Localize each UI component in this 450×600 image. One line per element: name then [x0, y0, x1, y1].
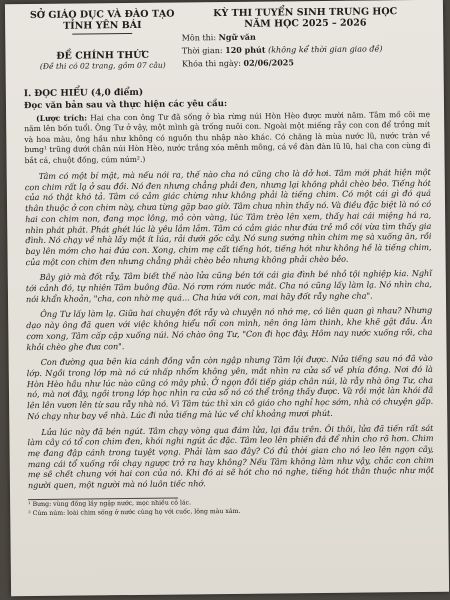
- header-divider: [72, 33, 132, 35]
- story-paragraph: Con đường qua bên kia cánh đồng vẫn còn ngập nhưng Tâm lội được. Nửa tiếng sau nó đã vào lớp. Ngồi trong lớp mà nó cứ nhấp nhổm không yên, mắt nhìn ra cửa sổ về phía đồng. Nơi đó là Hòn Hèo hầu như lúc nào cũng có mây phủ. Ở ngọn đồi tiếp giáp chân núi, là rẫy nhà ông Tư, cha nó, mà nơi đây, ngồi trong lớp học nhìn ra cửa sổ nó có thể trông thấy được. Và rồi một làn khói đã lên lên vươn lên từ sau rẫy nhà nó. Vì Tâm túc thì xin cô giáo cho nghỉ học sớm, nhà có chuyện gấp. Nó chạy như bay về nhà. Lúc đi nửa tiếng mà lúc về chỉ khoảng mươi phút.: [26, 353, 434, 421]
- province-name: TỈNH YÊN BÁI: [63, 19, 142, 32]
- story-paragraph: Lửa lúc này đã bén ngút. Tâm chạy vòng qua đám lửa, lại đầu trên. Ôi thôi, lửa đã tiến rất sát làm cây có tổ con chim đen, khói nghi ngút ắc đặc. Tâm leo lên phiến đá để nhìn cho rõ hơn. Chim mẹ đang đập cánh trong tuyệt vọng. Phải làm sao đây? Có đủ thời gian cho nó leo lên ngọn cây, mang cái tổ xuống rồi chạy ngược trở ra hay không? Nếu Tâm không làm như vậy, chắc con chim mẹ sẽ chết chung với hai con của nó. Khi đó ai sẽ hót cho nó nghe, tiếng hót thân thuộc như một người quen, một người mà nó luôn tiếc nhớ.: [27, 422, 434, 491]
- issuer-block: [23, 8, 182, 72]
- time-note: (không kể thời gian giao đề): [267, 44, 383, 55]
- exam-header: [23, 6, 430, 72]
- exam-title: KỲ THI TUYỂN SINH TRUNG HỌC: [213, 6, 398, 20]
- story-paragraph: Ông Tư lấy làm lạ. Giữa hai chuyện đốt rẫy và chuyện nó nhớ mẹ, có liên quan gì nhau? Nhưng dạo này ông đã quen với việc không hiểu nổi con mình, nên ông làm thinh, khe khẽ gật đầu. Ăn cơm xong, Tâm cấp cập xuống núi. Nó chào ông Tư, "Con đi học đây. Hôm nay nước xuống rồi, cha khỏi chèo ghe đưa con".: [26, 305, 433, 352]
- exam-info-block: [181, 6, 429, 71]
- story-paragraph: Tâm có một bí mật, mà nếu nói ra, thế nào cha nó cũng cho là dở hơi. Tâm mới phát hiện một con chim rất lạ ở sau đồi. Nó đen nhưng chẳng phải đen, nhưng lại không phải chèo bẻo. Tiếng hót của nó thật khó tả. Tâm có cảm giác chừng như không phải là tiếng chim. Có một cái gì đó quá thân thuộc ở con chim này, chưa từng gặp bao giờ. Tâm chưa nhìn thấy nó. Và điều đặc biệt là nó có hai con chim non, đang mọc lông, mỏ còn vàng, lúc Tâm trèo lên xem, thấy hai cái miệng há ra, nhìn phát phát. Phát ghét lúc là yêu lắm lắm. Tâm có cảm giác như đứa trẻ mồ côi vừa tìm thấy gia đình. Nó chạy về nhà lấy một ít lúa, rải dưới gốc cây. Nó sung sướng nhìn chim mẹ sà xuống ăn, rồi bay lên mớm cho hai đứa con. Xong, chim mẹ cất tiếng hót, tiếng hót như không hề là tiếng chim, của một con chim đen nhưng chẳng phải chèo bẻo nhưng không phải chèo bẻo.: [24, 166, 432, 267]
- subject-label: Môn thi:: [181, 33, 217, 43]
- story-paragraph: Bây giờ mà đốt rẫy, Tâm biết thế nào lửa cũng bén tới cái gia đình bé nhỏ tội nghiệp kia. Nghĩ tới cảnh đó, tự nhiên Tâm buông đũa. Nó rơm rớm nước mắt. Cha nó cũng lấy làm lạ. Nó nhìn cha, nói khẩn khoản, "cha, con nhờ mẹ quá… Cha hứa với con, mai hãy đốt rẫy nghe cha".: [25, 268, 432, 304]
- time-line: [182, 43, 430, 57]
- official-label: ĐỀ CHÍNH THỨC: [56, 49, 150, 62]
- section-instruction: Đọc văn bản sau và thực hiện các yêu cầu:: [23, 98, 228, 112]
- date-label: Khóa thi ngày:: [181, 58, 242, 69]
- footnote: ² Cúm núm: loài chim sống ở nước cùng họ với cuốc, lông màu xám.: [28, 507, 241, 517]
- department-name: SỞ GIÁO DỤC VÀ ĐÀO TẠO: [29, 8, 175, 22]
- date-line: [182, 56, 430, 70]
- pages-note: (Đề thi có 02 trang, gồm 07 câu): [39, 60, 166, 71]
- footnote: ¹ Bưng: vùng đồng lầy ngập nước, mọc nhiều cỏ lác.: [28, 499, 192, 508]
- time-label: Thời gian:: [181, 46, 223, 56]
- subject-value: Ngữ văn: [218, 31, 256, 43]
- school-year: NĂM HỌC 2025 – 2026: [244, 17, 367, 30]
- time-value: 120 phút: [225, 44, 266, 56]
- subject-line: [182, 30, 430, 44]
- date-value: 02/06/2025: [243, 57, 294, 68]
- exam-sheet: [5, 0, 449, 596]
- summary-label: (Lược trích:: [36, 113, 88, 123]
- summary-paragraph: [24, 110, 431, 166]
- summary-text: Hai cha con ông Tư đã sống ở bìa rừng núi Hòn Hèo được mười năm. Tâm mồ côi mẹ năm lên bốn tuổi. Ông Tư ở vậy, một mình gà trống nuôi con. Ngoài một miếng rẫy con con để trồng mít và hoa màu, ông hầu như không có nguồn thu nhập nào khác. Có chăng là mùa nước lũ, nước tràn về bưng¹ trũng dưới chân núi Hòn Hèo, nước trắng xóa mênh mông, cá về đàn đàn lũ lũ, hai cha con cùng đi bắt cá, chuột đồng, cúm núm².): [24, 109, 431, 165]
- section-heading: I. ĐỌC HIỂU (4,0 điểm): [23, 87, 144, 100]
